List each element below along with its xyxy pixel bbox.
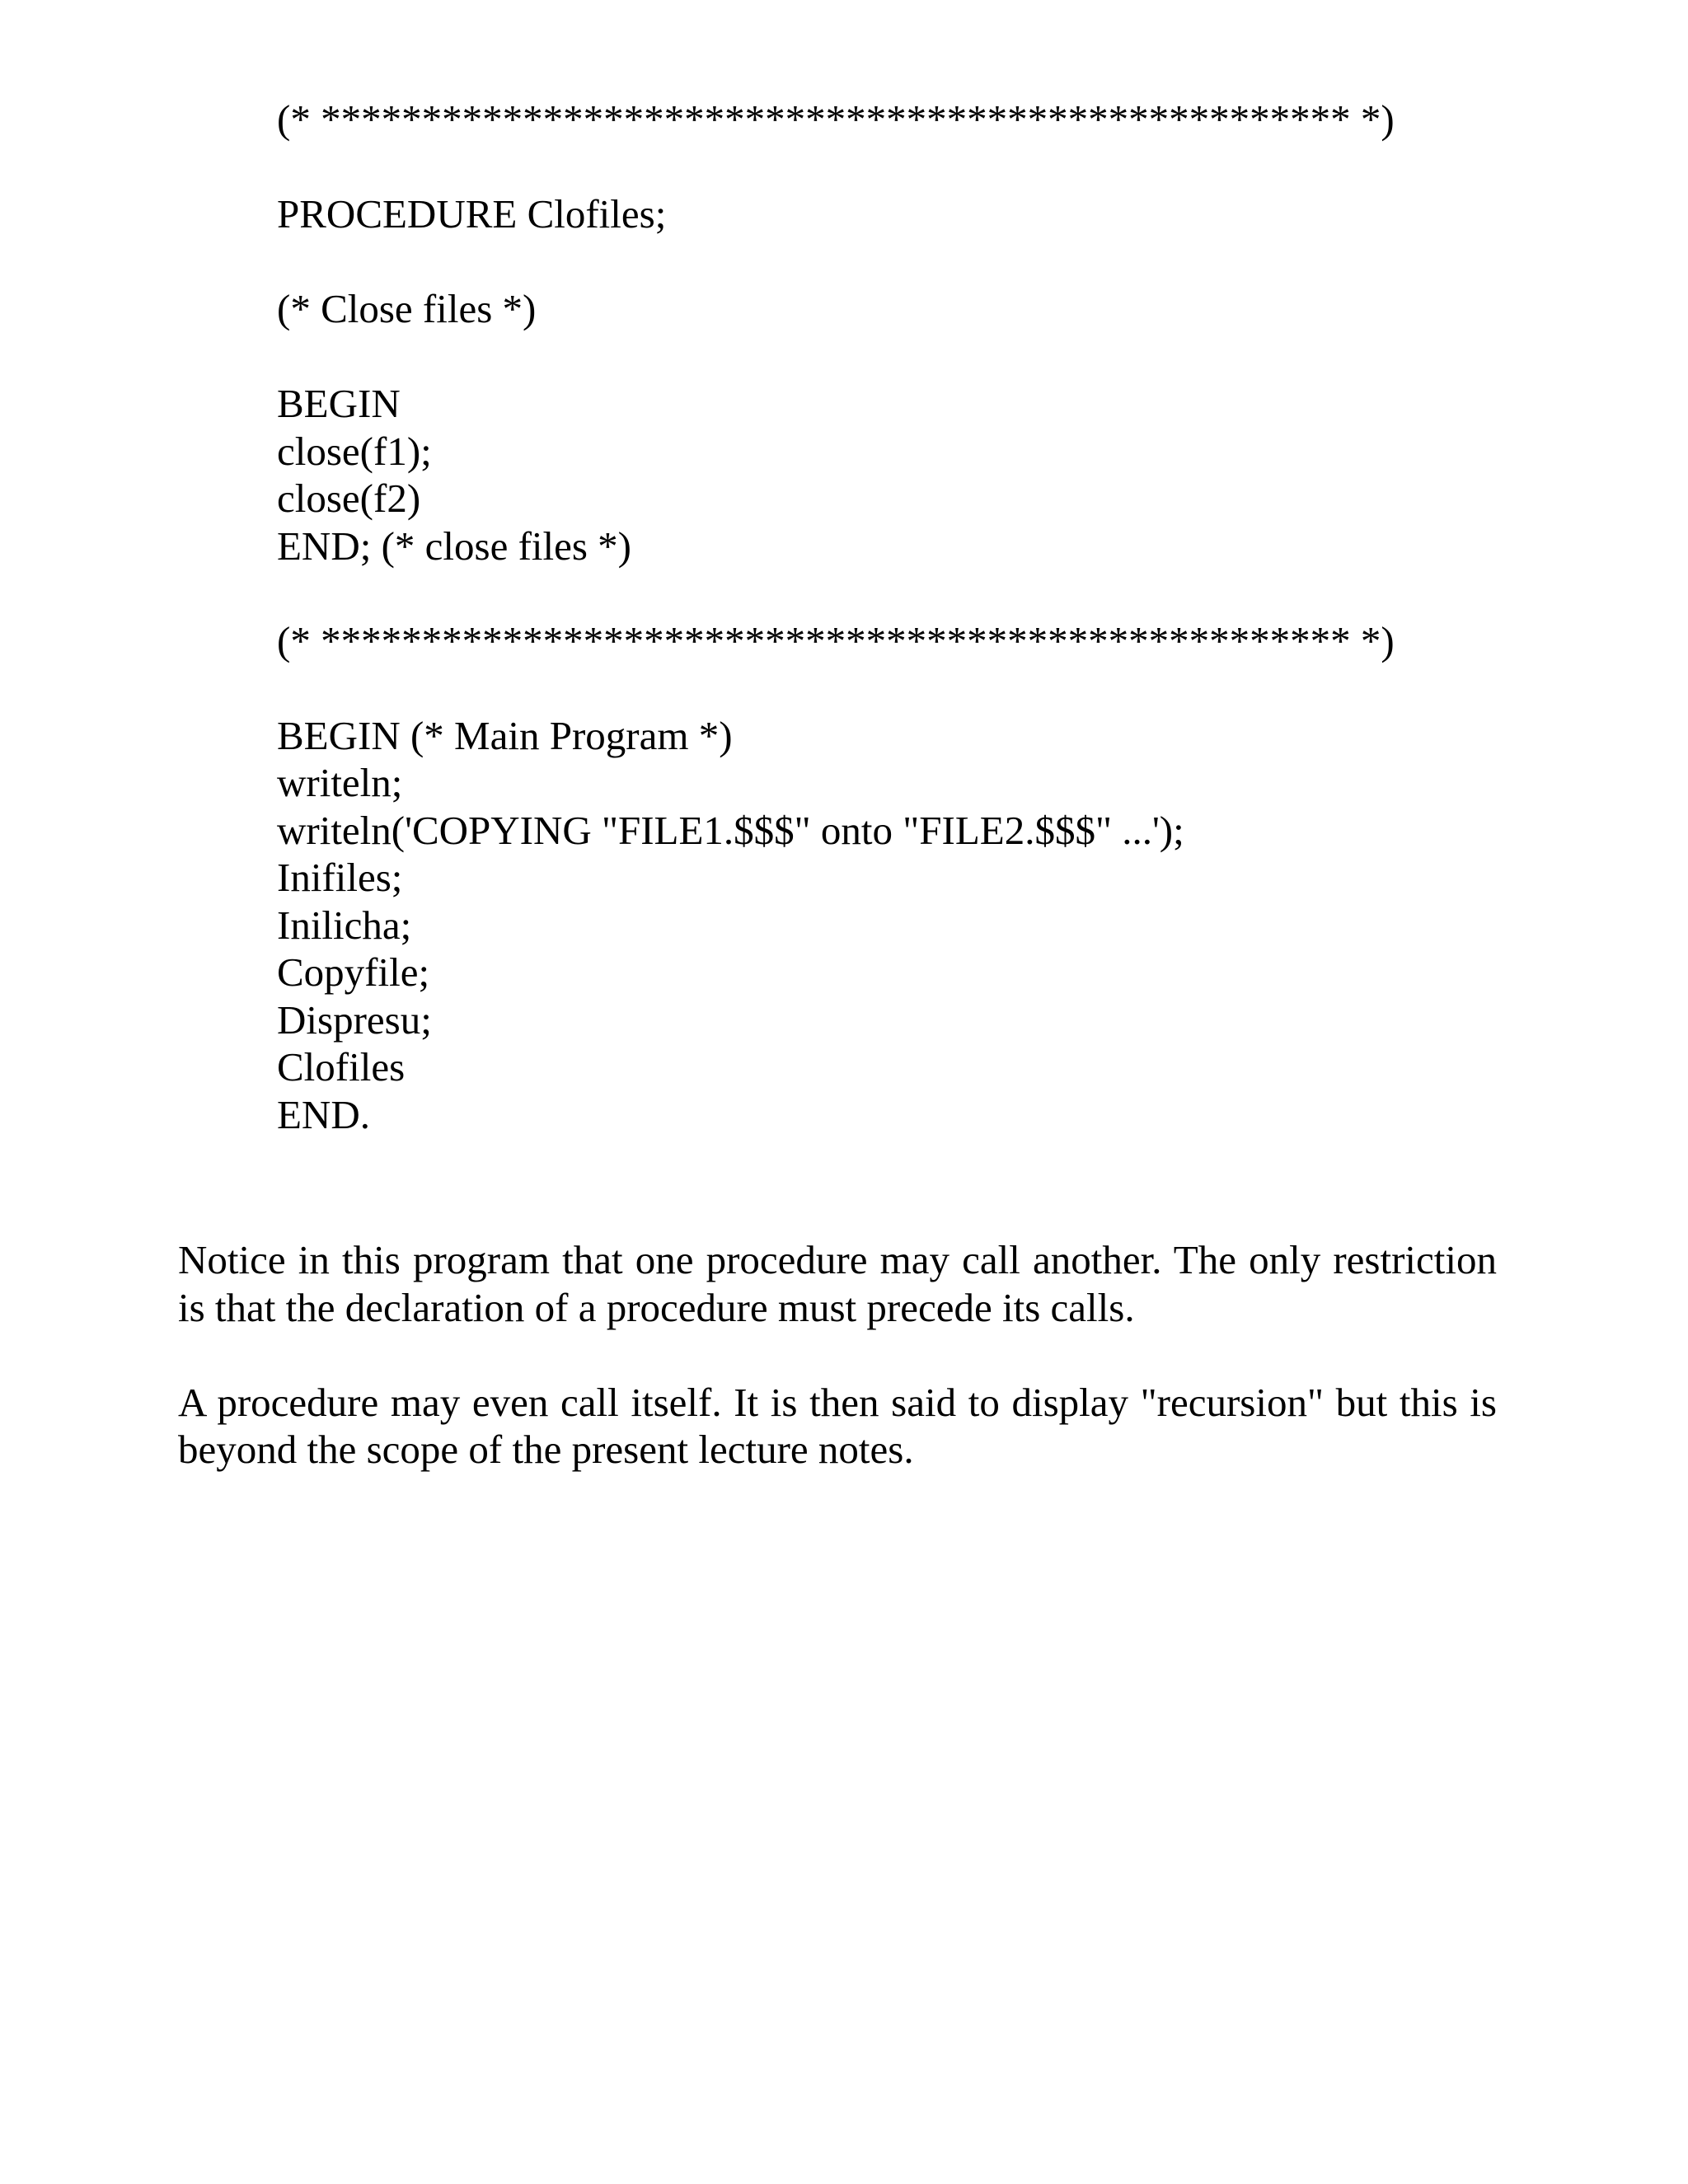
procedure-header: PROCEDURE Clofiles; bbox=[277, 191, 667, 237]
main-line: Inilicha; bbox=[277, 902, 412, 948]
procedure-begin: BEGIN bbox=[277, 381, 401, 426]
main-line: Dispresu; bbox=[277, 996, 432, 1043]
main-line: Clofiles bbox=[277, 1044, 406, 1090]
main-line: Copyfile; bbox=[277, 949, 430, 995]
paragraph-procedure-calls: Notice in this program that one procedure may call another. The only restriction is that the declaration of a procedure must precede its calls. bbox=[178, 1237, 1497, 1330]
code-listing bbox=[277, 96, 1480, 1138]
blank-line bbox=[277, 333, 1480, 381]
separator-comment-top: (* *************************************************** *) bbox=[277, 96, 1395, 142]
main-program-end: END. bbox=[277, 1091, 370, 1137]
procedure-line-close-f2: close(f2) bbox=[277, 476, 421, 521]
separator-comment-mid: (* *************************************************** *) bbox=[277, 617, 1395, 663]
blank-line bbox=[277, 664, 1480, 712]
procedure-comment: (* Close files *) bbox=[277, 286, 537, 331]
main-line: writeln; bbox=[277, 760, 403, 805]
blank-line bbox=[277, 238, 1480, 286]
prose-section bbox=[178, 1236, 1497, 1521]
main-line: Inifiles; bbox=[277, 855, 403, 900]
paragraph-recursion: A procedure may even call itself. It is then said to display "recursion" but this is beyond the scope of the present lecture notes. bbox=[178, 1379, 1497, 1472]
blank-line bbox=[277, 143, 1480, 191]
procedure-line-close-f1: close(f1); bbox=[277, 428, 432, 474]
procedure-end: END; (* close files *) bbox=[277, 523, 631, 569]
main-program-begin: BEGIN (* Main Program *) bbox=[277, 712, 733, 758]
blank-line bbox=[277, 569, 1480, 617]
main-line: writeln('COPYING "FILE1.$$$" onto "FILE2.$$$" ...'); bbox=[277, 807, 1184, 853]
